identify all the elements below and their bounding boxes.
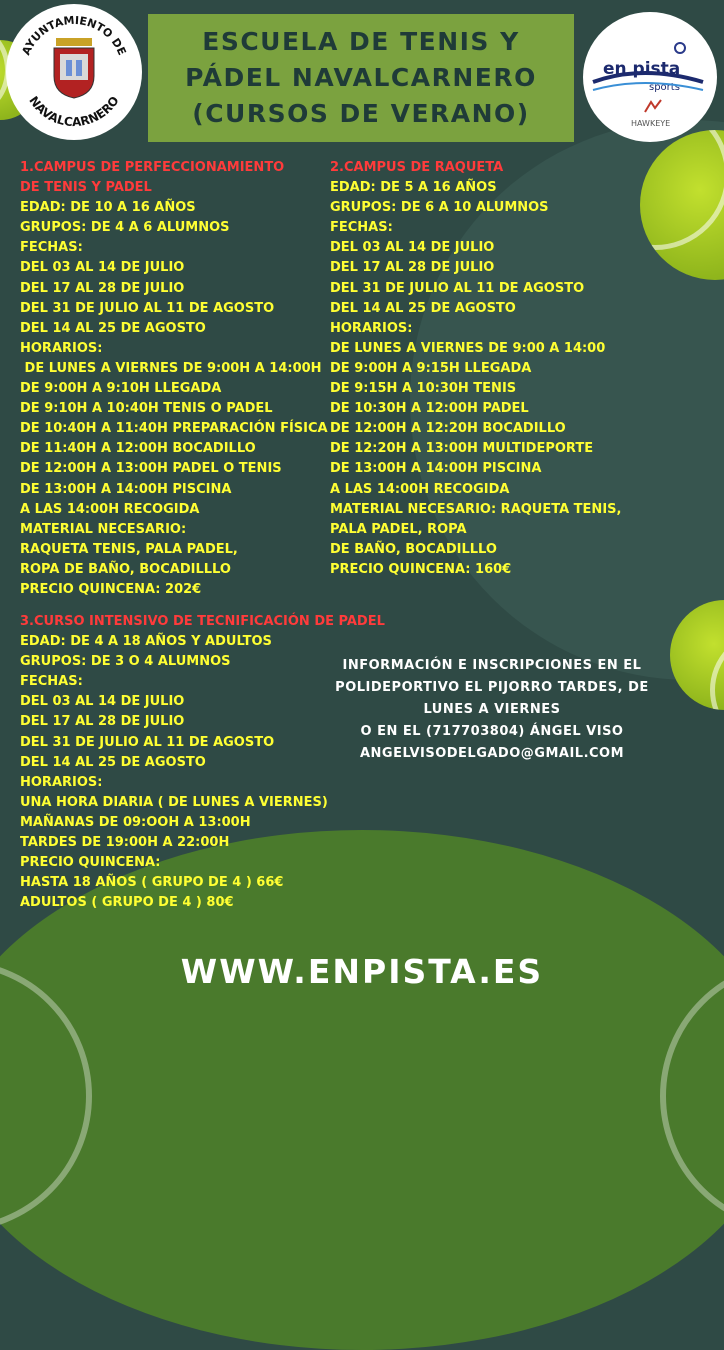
section-line: HASTA 18 AÑOS ( GRUPO DE 4 ) 66€ [20, 875, 284, 891]
section-line: DE 9:00H A 9:10H LLEGADA [20, 381, 222, 397]
section-line: DE 13:00H A 14:00H PISCINA [20, 481, 232, 497]
section-line: DEL 31 DE JULIO AL 11 DE AGOSTO [20, 734, 275, 750]
section-line: DEL 17 AL 28 DE JULIO [330, 260, 495, 276]
section-line: DEL 03 AL 14 DE JULIO [330, 240, 495, 256]
section-line: DE LUNES A VIERNES DE 9:00 A 14:00 [330, 340, 606, 356]
section-line: DEL 31 DE JULIO AL 11 DE AGOSTO [20, 300, 275, 316]
section-line: DE 13:00H A 14:00H PISCINA [330, 461, 542, 477]
section-line: GRUPOS: DE 6 A 10 ALUMNOS [330, 200, 549, 216]
navalcarnero-logo [6, 4, 142, 140]
section-line: ADULTOS ( GRUPO DE 4 ) 80€ [20, 895, 234, 911]
section-line: HORARIOS: [330, 320, 413, 336]
section-line: TARDES DE 19:00H A 22:00H [20, 835, 230, 851]
title-line-3: (CURSOS DE VERANO) [192, 99, 530, 128]
svg-text:AYUNTAMIENTO DE: AYUNTAMIENTO DE [19, 13, 129, 58]
section-line: MATERIAL NECESARIO: RAQUETA TENIS, [330, 501, 622, 517]
section-line: PRECIO QUINCENA: 160€ [330, 561, 512, 577]
info-email: ANGELVISODELGADO@GMAIL.COM [359, 746, 625, 761]
section-line: A LAS 14:00H RECOGIDA [330, 481, 510, 497]
section-heading: 2.CAMPUS DE RAQUETA [330, 160, 504, 175]
section-line: HORARIOS: [20, 340, 103, 356]
svg-text:sports: sports [649, 82, 680, 93]
section-line: DE LUNES A VIERNES DE 9:00H A 14:00H [20, 360, 322, 376]
section-line: DE BAÑO, BOCADILLLO [330, 541, 497, 557]
info-line: LUNES A VIERNES [423, 702, 561, 717]
website-link[interactable]: WWW.ENPISTA.ES [180, 952, 544, 991]
section-line: DE 12:00H A 13:00H PADEL O TENIS [20, 461, 282, 477]
section-line: RAQUETA TENIS, PALA PADEL, [20, 541, 238, 557]
section-line: FECHAS: [20, 674, 83, 690]
title-line-1: ESCUELA DE TENIS Y [202, 27, 520, 56]
info-line: POLIDEPORTIVO EL PIJORRO TARDES, DE [335, 680, 649, 695]
section-line: GRUPOS: DE 3 O 4 ALUMNOS [20, 654, 231, 670]
section-line: MAÑANAS DE 09:OOH A 13:00H [20, 814, 251, 830]
en-pista-logo [583, 12, 717, 142]
svg-text:HAWKEYE: HAWKEYE [631, 119, 671, 128]
section-line: DE 9:00H A 9:15H LLEGADA [330, 360, 532, 376]
section-line: DEL 31 DE JULIO AL 11 DE AGOSTO [330, 280, 585, 296]
section-line: DE 10:40H A 11:40H PREPARACIÓN FÍSICA [20, 421, 328, 437]
title-banner [148, 14, 574, 142]
section-line: A LAS 14:00H RECOGIDA [20, 501, 200, 517]
section-line: HORARIOS: [20, 774, 103, 790]
section-line: UNA HORA DIARIA ( DE LUNES A VIERNES) [20, 794, 328, 810]
section-campus-raqueta [330, 158, 621, 580]
section-line: DEL 17 AL 28 DE JULIO [20, 714, 185, 730]
section-line: EDAD: DE 4 A 18 AÑOS Y ADULTOS [20, 634, 272, 650]
svg-text:NAVALCARNERO: NAVALCARNERO [26, 93, 122, 130]
section-line: PRECIO QUINCENA: [20, 855, 161, 871]
section-line: PRECIO QUINCENA: 202€ [20, 581, 202, 597]
section-line: DEL 03 AL 14 DE JULIO [20, 694, 185, 710]
section-line: DE 9:10H A 10:40H TENIS O PADEL [20, 401, 273, 417]
section-line: PALA PADEL, ROPA [330, 521, 467, 537]
section-line: EDAD: DE 5 A 16 AÑOS [330, 180, 497, 196]
section-line: DE 12:20H A 13:00H MULTIDEPORTE [330, 441, 594, 457]
section-line: EDAD: DE 10 A 16 AÑOS [20, 200, 196, 216]
section-campus-perfeccionamiento [20, 158, 328, 600]
title-line-2: PÁDEL NAVALCARNERO [185, 63, 537, 92]
section-line: MATERIAL NECESARIO: [20, 521, 187, 537]
section-line: GRUPOS: DE 4 A 6 ALUMNOS [20, 220, 230, 236]
svg-text:en pista: en pista [603, 59, 681, 79]
section-heading: 1.CAMPUS DE PERFECCIONAMIENTO [20, 160, 285, 175]
section-line: DEL 14 AL 25 DE AGOSTO [330, 300, 516, 316]
section-heading: 3.CURSO INTENSIVO DE TECNIFICACIÓN DE PADEL [20, 614, 385, 629]
section-line: DE 11:40H A 12:00H BOCADILLO [20, 441, 256, 457]
section-line: DE 12:00H A 12:20H BOCADILLO [330, 421, 566, 437]
section-line: DEL 03 AL 14 DE JULIO [20, 260, 185, 276]
info-inscripciones [290, 655, 694, 765]
info-line: INFORMACIÓN E INSCRIPCIONES EN EL [342, 658, 642, 673]
section-line: ROPA DE BAÑO, BOCADILLLO [20, 561, 231, 577]
section-line: DE 9:15H A 10:30H TENIS [330, 381, 517, 397]
section-line: DEL 17 AL 28 DE JULIO [20, 280, 185, 296]
section-line: FECHAS: [330, 220, 393, 236]
section-line: DEL 14 AL 25 DE AGOSTO [20, 320, 206, 336]
info-phone: O EN EL (717703804) ÁNGEL VISO [360, 724, 624, 739]
section-line: DE 10:30H A 12:00H PADEL [330, 401, 529, 417]
section-line: DEL 14 AL 25 DE AGOSTO [20, 754, 206, 770]
section-line: FECHAS: [20, 240, 83, 256]
section-heading: DE TENIS Y PADEL [20, 180, 152, 196]
